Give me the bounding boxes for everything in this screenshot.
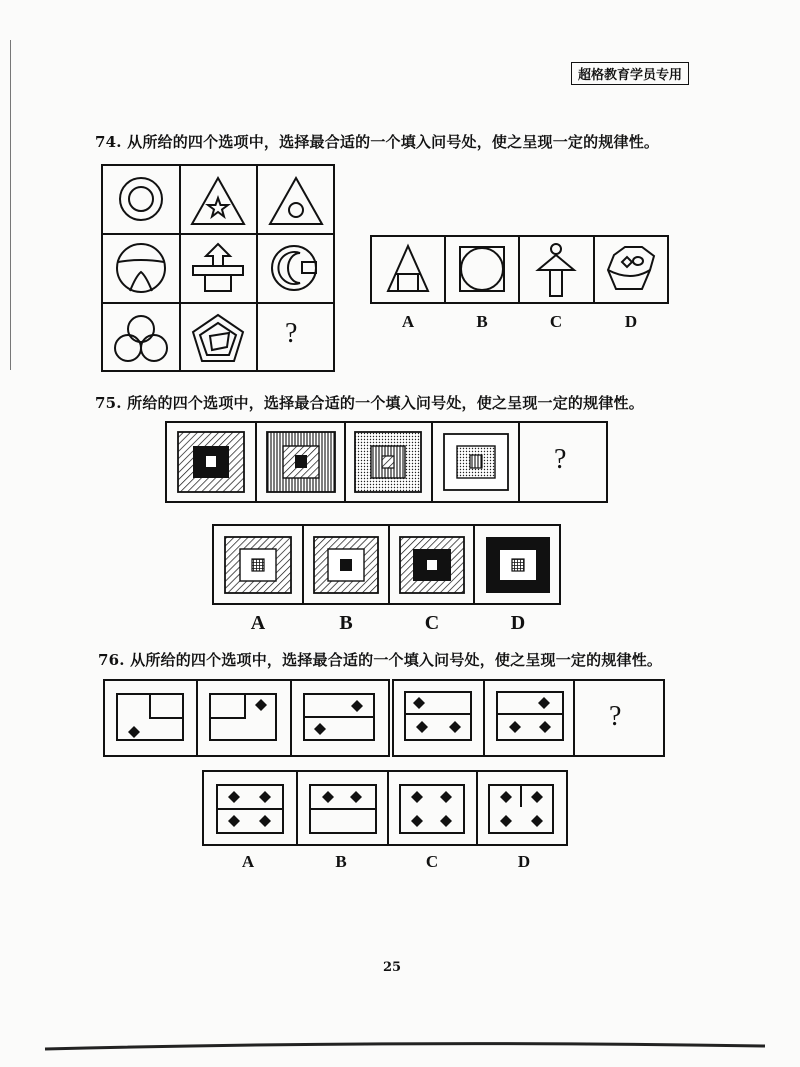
q76-option-d-label[interactable]: D — [517, 852, 531, 871]
q76-seq-5 — [497, 692, 563, 740]
q74-option-c-label[interactable]: C — [549, 312, 563, 331]
q75-option-a-figure[interactable] — [225, 537, 291, 593]
q74-cell-triangle-star — [192, 178, 244, 224]
q75-seq-1 — [178, 432, 244, 492]
q76-question-mark: ? — [609, 701, 622, 732]
q76-seq-2 — [210, 694, 276, 740]
q74-options-strip — [371, 236, 668, 303]
bottom-rule — [45, 1044, 765, 1049]
q74-cell-pentagons — [193, 315, 243, 361]
q74-cell-concentric-circles — [120, 178, 162, 220]
q75-option-b-figure[interactable] — [314, 537, 378, 593]
q76-option-a-label[interactable]: A — [241, 852, 255, 871]
q75-question-mark: ? — [554, 444, 567, 475]
q74-option-b-figure[interactable] — [460, 247, 504, 291]
q74-cell-arrow-box — [193, 244, 243, 291]
q74-option-a-label[interactable]: A — [401, 312, 415, 331]
q76-seq-4 — [405, 692, 471, 740]
q74-cell-triangle-circle — [270, 178, 322, 224]
question-75-text: 75. 所给的四个选项中，选择最合适的一个填入问号处，使之呈现一定的规律性。 — [95, 394, 644, 412]
q74-cell-circle-curves — [117, 244, 165, 292]
q75-option-d-figure[interactable] — [486, 537, 550, 593]
q75-option-c-label[interactable]: C — [424, 612, 440, 634]
q74-cell-three-circles — [115, 316, 167, 361]
q76-seq-1 — [117, 694, 183, 740]
q75-option-a-label[interactable]: A — [250, 612, 266, 634]
q76-option-a-figure[interactable] — [217, 785, 283, 833]
q74-option-a-figure[interactable] — [388, 246, 428, 291]
q74-option-c-figure[interactable] — [538, 244, 574, 296]
q76-seq-3 — [304, 694, 374, 740]
page-number: 25 — [383, 960, 402, 975]
question-76-text: 76. 从所给的四个选项中，选择最合适的一个填入问号处，使之呈现一定的规律性。 — [98, 651, 663, 669]
q75-seq-2 — [267, 432, 335, 492]
q76-option-d-figure[interactable] — [489, 785, 553, 833]
q76-option-c-figure[interactable] — [400, 785, 464, 833]
q75-seq-4 — [444, 434, 508, 490]
q76-option-c-label[interactable]: C — [425, 852, 439, 871]
q74-option-d-label[interactable]: D — [624, 312, 638, 331]
question-74-text: 74. 从所给的四个选项中，选择最合适的一个填入问号处，使之呈现一定的规律性。 — [95, 133, 660, 151]
q75-seq-3 — [355, 432, 421, 492]
q75-option-b-label[interactable]: B — [339, 612, 353, 634]
q74-question-mark: ? — [285, 318, 298, 349]
q75-option-c-figure[interactable] — [400, 537, 464, 593]
q74-option-d-figure[interactable] — [608, 247, 654, 289]
q74-option-b-label[interactable]: B — [476, 312, 488, 331]
q76-option-b-figure[interactable] — [310, 785, 376, 833]
q76-option-b-label[interactable]: B — [335, 852, 347, 871]
header-stamp: 超格教育学员专用 — [571, 62, 689, 85]
q76-sequence-strip — [104, 680, 664, 756]
q75-option-d-label[interactable]: D — [510, 612, 526, 634]
q74-cell-crescent — [272, 246, 316, 290]
